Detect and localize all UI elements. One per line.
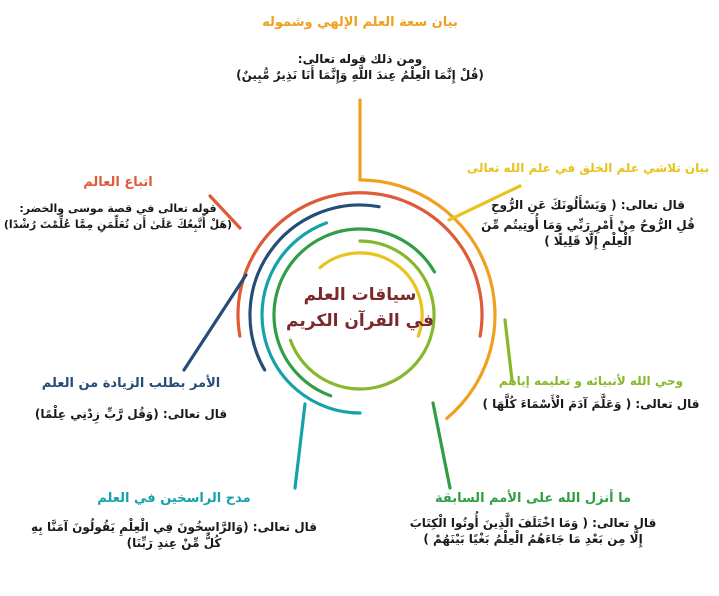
node-upper-right-line-2: قُلِ الرُّوحُ مِنْ أَمْرِ رَبِّي وَمَا أُوتِيتُم مِّنَ <box>481 218 695 232</box>
node-top <box>210 14 510 83</box>
node-lower-right-line-2: إِلَّا مِن بَعْدِ مَا جَاءَهُمُ الْعِلْمُ بَغْيًا بَيْنَهُمْ ) <box>423 532 643 546</box>
node-top-line-1: ومن ذلك قوله تعالى: <box>297 52 423 66</box>
center-title <box>280 282 440 334</box>
center-title-line-2: في القرآن الكريم <box>286 311 434 331</box>
node-left-title: الأمر بطلب الزيادة من العلم <box>41 376 221 391</box>
node-upper-left-line-2: (هَلْ أَتَّبِعُكَ عَلَىٰ أَن تُعَلِّمَنِ مِمَّا عُلِّمْتَ رُشْدًا) <box>3 218 233 231</box>
node-right-line-1: قال تعالى: ( وَعَلَّمَ آدَمَ الْأَسْمَاءَ كُلَّهَا ) <box>482 397 700 411</box>
center-title-line-1: سياقات العلم <box>303 285 417 305</box>
node-top-line-2: (قُلْ إِنَّمَا الْعِلْمُ عِندَ اللَّهِ وَإِنَّمَا أَنَا نَذِيرٌ مُّبِينٌ) <box>236 68 484 82</box>
leader-line-lower-left <box>295 404 305 488</box>
node-left <box>16 375 246 422</box>
node-lower-left-line-1: قال تعالى: (وَالرَّاسِخُونَ فِي الْعِلْمِ يَقُولُونَ آمَنَّا بِهِ <box>31 520 317 534</box>
leader-line-right <box>505 320 512 380</box>
node-lower-left-title: مدح الراسخين في العلم <box>97 491 251 506</box>
node-top-title: بيان سعة العلم الإلهي وشموله <box>262 15 458 30</box>
node-upper-left-line-1: قوله تعالى في قصة موسى والخضر: <box>19 202 217 215</box>
node-upper-right <box>462 160 714 249</box>
node-right <box>468 373 714 412</box>
node-upper-left-title: اتباع العالم <box>83 175 153 190</box>
node-upper-right-line-1: قال تعالى: ( وَيَسْأَلُونَكَ عَنِ الرُّوحِ <box>491 198 685 212</box>
node-lower-right-title: ما أنزل الله على الأمم السابقة <box>434 491 632 506</box>
node-lower-right <box>378 490 688 547</box>
node-upper-left <box>2 174 234 233</box>
node-right-title: وحي الله لأنبيائه و تعليمه إياهم <box>498 374 684 388</box>
node-lower-right-line-1: قال تعالى: ( وَمَا اخْتَلَفَ الَّذِينَ أُوتُوا الْكِتَابَ <box>409 516 657 530</box>
node-upper-right-line-3: الْعِلْمِ إِلَّا قَلِيلًا ) <box>544 234 632 248</box>
node-left-line-1: قال تعالى: (وَقُل رَّبِّ زِدْنِي عِلْمًا) <box>34 407 228 421</box>
node-lower-left <box>18 490 330 551</box>
node-lower-left-line-2: كُلٌّ مِّنْ عِندِ رَبِّنَا) <box>126 536 222 550</box>
node-upper-right-title: بيان تلاشي علم الخلق في علم الله تعالى <box>466 161 710 175</box>
